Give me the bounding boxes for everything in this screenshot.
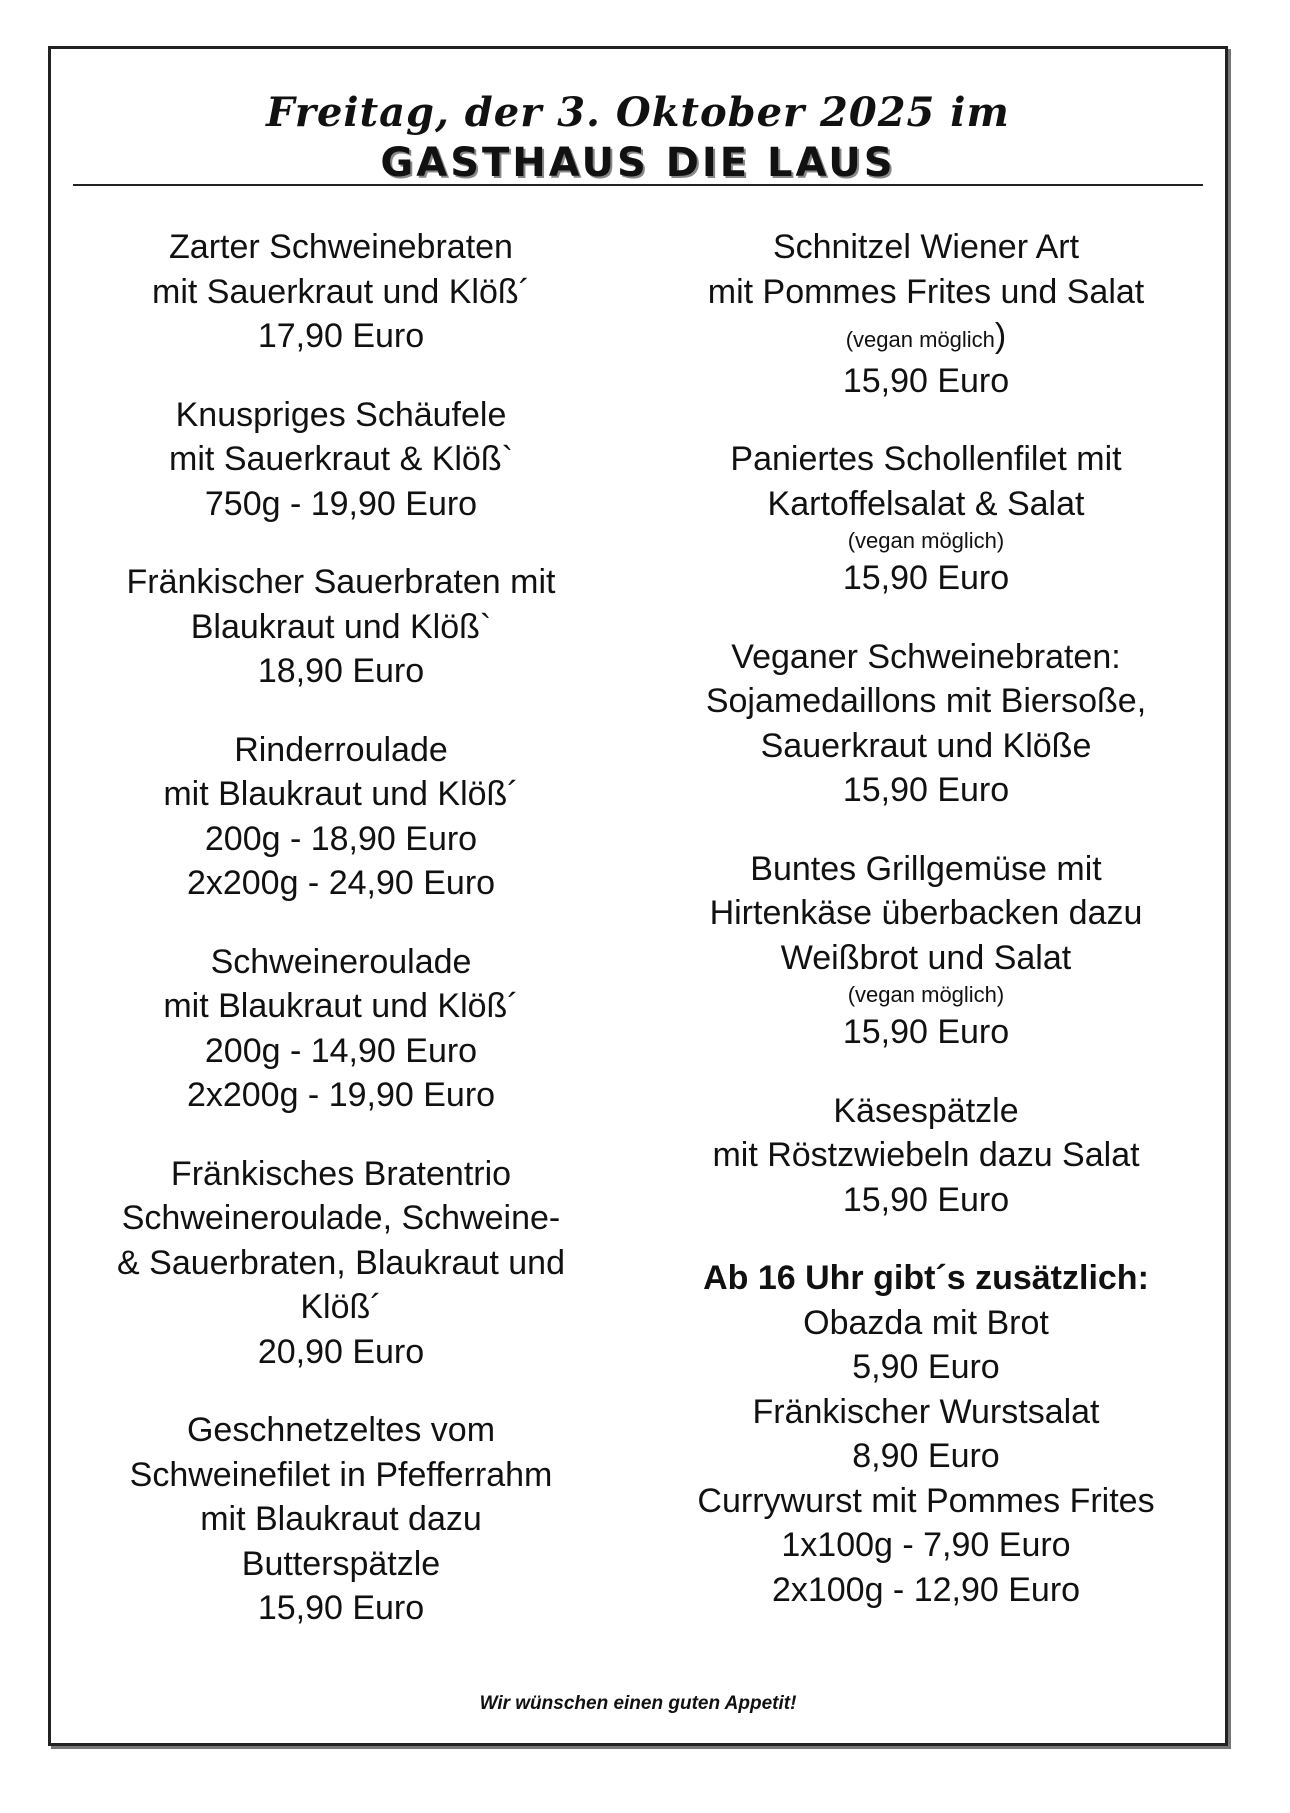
menu-item-schollenfilet bbox=[641, 437, 1211, 601]
dish-description: Schweinefilet in Pfefferrahm bbox=[129, 1455, 553, 1494]
dish-name: Schnitzel Wiener Art bbox=[772, 228, 1080, 266]
menu-item-sauerbraten bbox=[51, 560, 631, 694]
dish-name: Zarter Schweinebraten bbox=[169, 228, 513, 266]
header-divider bbox=[73, 184, 1203, 186]
menu-item-grillgemuese bbox=[641, 847, 1211, 1055]
menu-item-rinderroulade bbox=[51, 728, 631, 906]
dish-description: Hirtenkäse überbacken dazu bbox=[709, 894, 1143, 932]
dish-description: mit Blaukraut dazu bbox=[200, 1500, 482, 1538]
dish-description: Butterspätzle bbox=[241, 1544, 441, 1583]
dish-name: Paniertes Schollenfilet mit bbox=[730, 440, 1122, 478]
dish-price: 200g - 14,90 Euro bbox=[204, 1031, 478, 1070]
dish-name: Obazda mit Brot bbox=[803, 1303, 1049, 1342]
menu-header bbox=[51, 89, 1225, 189]
menu-item-veganer-braten bbox=[641, 635, 1211, 813]
vegan-note: (vegan möglich) bbox=[847, 528, 1005, 553]
menu-item-schnitzel bbox=[641, 225, 1211, 403]
dish-description: Klöß´ bbox=[300, 1288, 382, 1326]
right-menu-column bbox=[641, 225, 1211, 1646]
menu-item-schweinebraten bbox=[51, 225, 631, 359]
vegan-note-close: ) bbox=[994, 317, 1007, 355]
dish-name: Geschnetzeltes vom bbox=[186, 1411, 496, 1449]
dish-name: Rinderroulade bbox=[234, 730, 448, 769]
menu-item-kaesespaetzle bbox=[641, 1089, 1211, 1223]
restaurant-name: GASTHAUS DIE LAUS bbox=[380, 140, 896, 186]
dish-name: Buntes Grillgemüse mit bbox=[750, 849, 1102, 888]
dish-price: 15,90 Euro bbox=[842, 1180, 1010, 1219]
dish-description: Blaukraut und Klöß` bbox=[190, 607, 492, 646]
dish-price: 15,90 Euro bbox=[842, 361, 1010, 400]
dish-name: Knuspriges Schäufele bbox=[175, 395, 507, 434]
menu-item-bratentrio bbox=[51, 1152, 631, 1375]
dish-description: Kartoffelsalat & Salat bbox=[767, 484, 1085, 523]
menu-frame bbox=[48, 46, 1228, 1746]
dish-description: Sauerkraut und Klöße bbox=[760, 726, 1092, 765]
dish-name: Fränkischer Sauerbraten mit bbox=[126, 563, 556, 601]
dish-price: 2x200g - 24,90 Euro bbox=[186, 864, 496, 902]
dish-name: Käsespätzle bbox=[833, 1091, 1019, 1130]
dish-price: 2x200g - 19,90 Euro bbox=[186, 1076, 496, 1114]
dish-name: Currywurst mit Pommes Frites bbox=[697, 1481, 1155, 1520]
dish-description: & Sauerbraten, Blaukraut und bbox=[117, 1243, 565, 1282]
dish-price: 8,90 Euro bbox=[852, 1437, 1000, 1475]
dish-description: mit Blaukraut und Klöß´ bbox=[163, 987, 519, 1025]
dish-price: 20,90 Euro bbox=[257, 1332, 425, 1371]
dish-price: 15,90 Euro bbox=[842, 559, 1010, 597]
dish-price: 15,90 Euro bbox=[257, 1589, 425, 1627]
dish-price: 750g - 19,90 Euro bbox=[204, 484, 478, 523]
dish-name: Schweineroulade bbox=[210, 942, 472, 981]
dish-description: Sojamedaillons mit Biersoße, bbox=[705, 682, 1147, 720]
footer-greeting: Wir wünschen einen guten Appetit! bbox=[479, 1693, 797, 1714]
dish-description: Weißbrot und Salat bbox=[780, 938, 1072, 977]
menu-extras-section bbox=[641, 1256, 1211, 1612]
dish-price: 15,90 Euro bbox=[842, 771, 1010, 809]
dish-description: mit Sauerkraut & Klöß` bbox=[169, 440, 513, 478]
dish-description: mit Sauerkraut und Klöß´ bbox=[152, 272, 530, 311]
vegan-note bbox=[641, 314, 1211, 359]
menu-date-title: Freitag, der 3. Oktober 2025 im bbox=[266, 89, 1010, 136]
dish-price: 1x100g - 7,90 Euro bbox=[781, 1526, 1071, 1564]
dish-price: 15,90 Euro bbox=[842, 1013, 1010, 1051]
vegan-note-text: (vegan möglich bbox=[845, 327, 995, 352]
dish-description: mit Blaukraut und Klöß´ bbox=[163, 775, 519, 813]
menu-item-geschnetzeltes bbox=[51, 1408, 631, 1631]
dish-price: 2x100g - 12,90 Euro bbox=[771, 1570, 1081, 1609]
dish-name: Fränkisches Bratentrio bbox=[170, 1154, 512, 1193]
dish-name: Veganer Schweinebraten: bbox=[731, 637, 1121, 676]
dish-price: 5,90 Euro bbox=[852, 1348, 1000, 1386]
dish-price: 17,90 Euro bbox=[257, 317, 425, 355]
dish-description: mit Röstzwiebeln dazu Salat bbox=[712, 1136, 1140, 1174]
menu-item-schaeufele bbox=[51, 393, 631, 527]
extras-heading: Ab 16 Uhr gibt´s zusätzlich: bbox=[703, 1259, 1149, 1297]
dish-price: 200g - 18,90 Euro bbox=[204, 819, 478, 858]
vegan-note: (vegan möglich) bbox=[847, 982, 1005, 1007]
left-menu-column bbox=[51, 225, 631, 1665]
menu-item-schweineroulade bbox=[51, 940, 631, 1118]
dish-price: 18,90 Euro bbox=[257, 652, 425, 690]
dish-description: mit Pommes Frites und Salat bbox=[707, 272, 1145, 311]
dish-description: Schweineroulade, Schweine- bbox=[121, 1199, 561, 1237]
dish-name: Fränkischer Wurstsalat bbox=[752, 1392, 1100, 1431]
